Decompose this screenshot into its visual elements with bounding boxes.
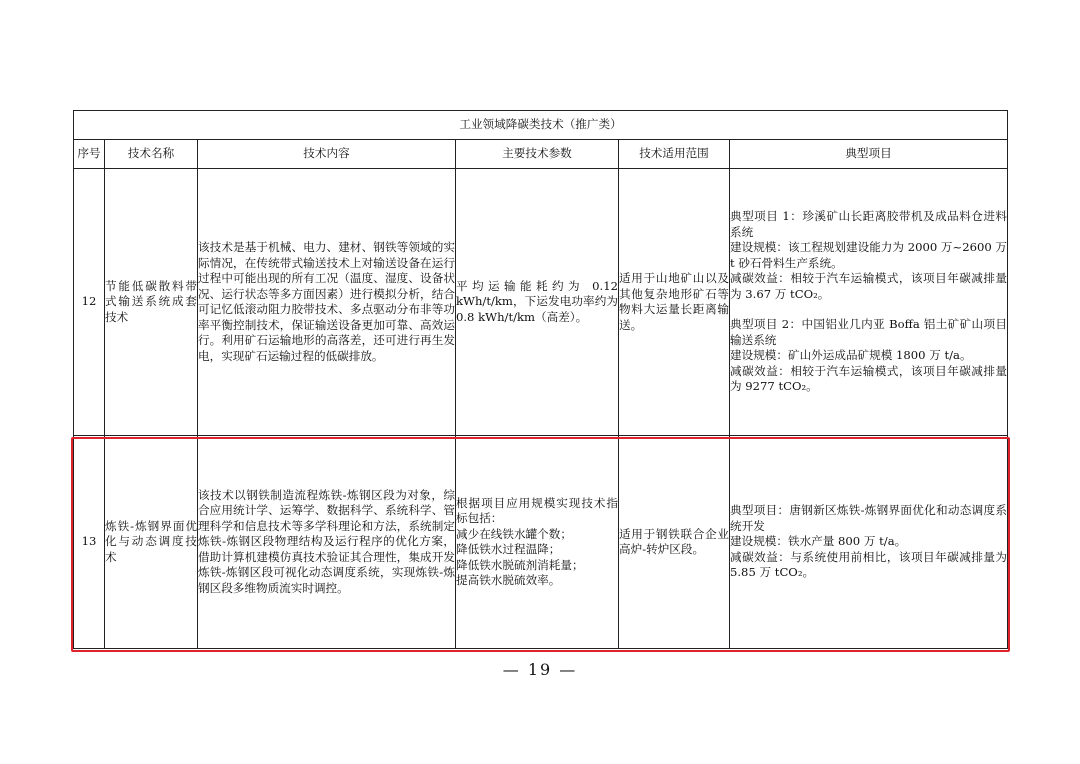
tech-content: 该技术是基于机械、电力、建材、钢铁等领域的实际情况，在传统带式输送技术上对输送设备在运行过程中可能出现的所有工况（温度、湿度、设备状况、运行状态等多方面因素）进行模拟分析，结合可记忆低滚动阻力胶带技术、多点驱动分布非等功率平衡控制技术，保证输送设备更加可靠、高效运行。利用矿石运输地形的高落差，还可进行再生发电，实现矿石运输过程的低碳排放。 <box>198 169 456 436</box>
header-no: 序号 <box>74 140 105 169</box>
table-header-row <box>74 140 1008 169</box>
param-line: 降低铁水脱硫剂消耗量； <box>456 557 584 572</box>
tech-params <box>456 436 619 649</box>
project-line: 典型项目 2：中国铝业几内亚 Boffa 铝土矿矿山项目输送系统 <box>730 317 1008 347</box>
tech-scope: 适用于山地矿山以及其他复杂地形矿石等物料大运量长距离输送。 <box>619 169 730 436</box>
param-line: 根据项目应用规模实现技术指标包括： <box>456 495 618 525</box>
tech-name: 节能低碳散料带式输送系统成套技术 <box>105 169 198 436</box>
header-scope: 技术适用范围 <box>619 140 730 169</box>
tech-name: 炼铁-炼钢界面优化与动态调度技术 <box>105 436 198 649</box>
param-line: 降低铁水过程温降； <box>456 542 561 556</box>
header-params: 主要技术参数 <box>456 140 619 169</box>
project-line: 建设规模：矿山外运成品矿规模 1800 万 t/a。 <box>730 348 972 363</box>
typical-projects <box>730 436 1008 649</box>
tech-params: 平均运输能耗约为 0.12 kWh/t/km，下运发电功率约为 0.8 kWh/t/km（高差）。 <box>456 169 619 436</box>
project-line: 建设规模：铁水产量 800 万 t/a。 <box>730 534 907 549</box>
header-projects: 典型项目 <box>730 140 1008 169</box>
tech-content: 该技术以钢铁制造流程炼铁-炼钢区段为对象，综合应用统计学、运筹学、数据科学、系统科学、管理科学和信息技术等多学科理论和方法，系统制定炼铁-炼钢区段物理结构及运行程序的优化方案，借助计算机建模仿真技术验证其合理性，集成开发炼铁-炼钢区段可视化动态调度系统，实现炼铁-炼钢区段多维物质流实时调控。 <box>198 436 456 649</box>
header-content: 技术内容 <box>198 140 456 169</box>
table-title-row <box>74 111 1008 140</box>
project-line: 减碳效益：与系统使用前相比，该项目年碳减排量为 5.85 万 tCO₂。 <box>730 549 1008 580</box>
table-row <box>74 169 1008 436</box>
table-row <box>74 436 1008 649</box>
row-number: 12 <box>74 169 105 436</box>
paragraph-gap <box>730 302 1007 317</box>
header-name: 技术名称 <box>105 140 198 169</box>
table-title: 工业领域降碳类技术（推广类） <box>74 111 1008 140</box>
row-number: 13 <box>74 436 105 649</box>
project-line: 建设规模：该工程规划建设能力为 2000 万~2600 万 t 砂石骨料生产系统。 <box>730 240 1008 270</box>
technology-table <box>73 110 1008 649</box>
project-line: 减碳效益：相较于汽车运输模式，该项目年碳减排量为 9277 tCO₂。 <box>730 363 1008 394</box>
project-line: 典型项目：唐钢新区炼铁-炼钢界面优化和动态调度系统开发 <box>730 503 1008 533</box>
project-line: 减碳效益：相较于汽车运输模式，该项目年碳减排量为 3.67 万 tCO₂。 <box>730 271 1008 301</box>
tech-scope: 适用于钢铁联合企业高炉-转炉区段。 <box>619 436 730 649</box>
param-line: 提高铁水脱硫效率。 <box>456 573 561 587</box>
project-line: 典型项目 1：珍溪矿山长距离胶带机及成品料仓进料系统 <box>730 209 1008 239</box>
typical-projects <box>730 169 1008 436</box>
param-line: 减少在线铁水罐个数； <box>456 526 572 541</box>
page-number: — 19 — <box>502 660 578 679</box>
